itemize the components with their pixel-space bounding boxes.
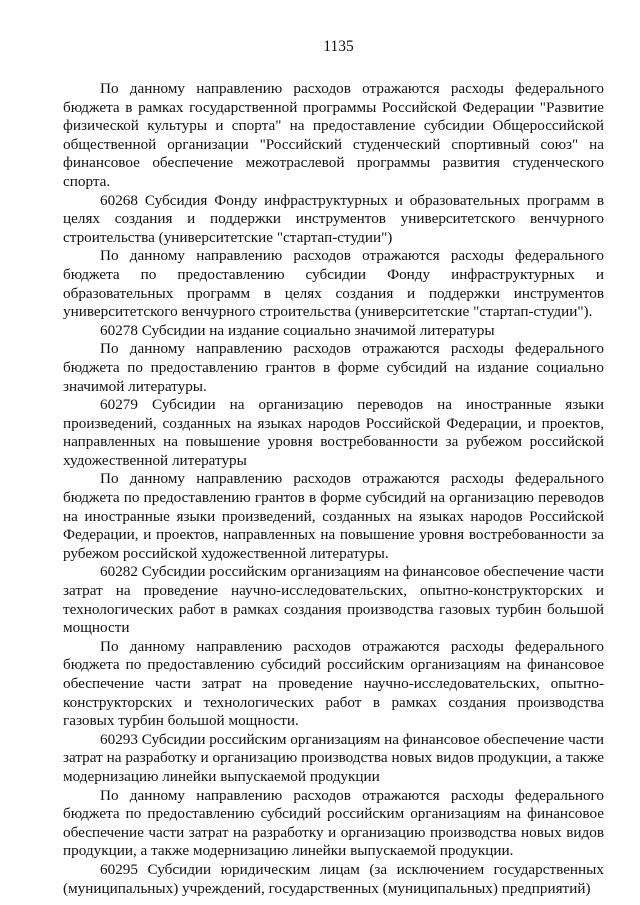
paragraph: По данному направлению расходов отражаются расходы федерального бюджета в рамках государственной программы Российской Федерации "Развитие физической культуры и спорта" на предоставление субсидии Общероссийской общественной организации "Российский студенческий спортивный союз" на финансовое обеспечение межотраслевой программы развития студенческого спорта. [63, 80, 604, 190]
section-heading: 60293 Субсидии российским организациям на финансовое обеспечение части затрат на разработку и организацию производства новых видов продукции, а также модернизацию линейки выпускаемой продукции [63, 730, 604, 785]
section-heading: 60268 Субсидия Фонду инфраструктурных и образовательных программ в целях создания и поддержки инструментов университетского венчурного строительства (университетские "стартап-студии") [63, 191, 604, 246]
paragraph: По данному направлению расходов отражаются расходы федерального бюджета по предоставлению грантов в форме субсидий на организацию переводов на иностранные языки произведений, созданных на языках народов Российской Федерации, и проектов, направленных на повышение уровня востребованности за рубежом российской художественной литературы. [63, 470, 604, 562]
paragraph: По данному направлению расходов отражаются расходы федерального бюджета по предоставлению субсидий российским организациям на финансовое обеспечение части затрат на проведение научно-исследовательских, опытно-конструкторских и технологических работ в рамках создания производства газовых турбин большой мощности. [63, 637, 604, 730]
body-text [63, 80, 604, 898]
section-heading: 60295 Субсидии юридическим лицам (за исключением государственных (муниципальных) учреждений, государственных (муниципальных) предприятий) [63, 860, 604, 897]
section-heading: 60279 Субсидии на организацию переводов на иностранные языки произведений, созданных на языках народов Российской Федерации, и проектов, направленных на повышение уровня востребованности за рубежом российской художественной литературы [63, 396, 604, 469]
paragraph: По данному направлению расходов отражаются расходы федерального бюджета по предоставлению субсидий российским организациям на финансовое обеспечение части затрат на разработку и организацию производства новых видов продукции, а также модернизацию линейки выпускаемой продукции. [63, 786, 604, 860]
page-number: 1135 [323, 38, 354, 55]
paragraph: По данному направлению расходов отражаются расходы федерального бюджета по предоставлению субсидии Фонду инфраструктурных и образовательных программ в целях создания и поддержки инструментов университетского венчурного строительства (университетские "стартап-студии"). [63, 247, 604, 321]
paragraph: По данному направлению расходов отражаются расходы федерального бюджета по предоставлению грантов в форме субсидий на издание социально значимой литературы. [63, 340, 604, 395]
section-heading: 60278 Субсидии на издание социально значимой литературы [100, 321, 495, 339]
section-heading: 60282 Субсидии российским организациям на финансовое обеспечение части затрат на проведение научно-исследовательских, опытно-конструкторских и технологических работ в рамках создания производства газовых турбин большой мощности [63, 563, 604, 637]
